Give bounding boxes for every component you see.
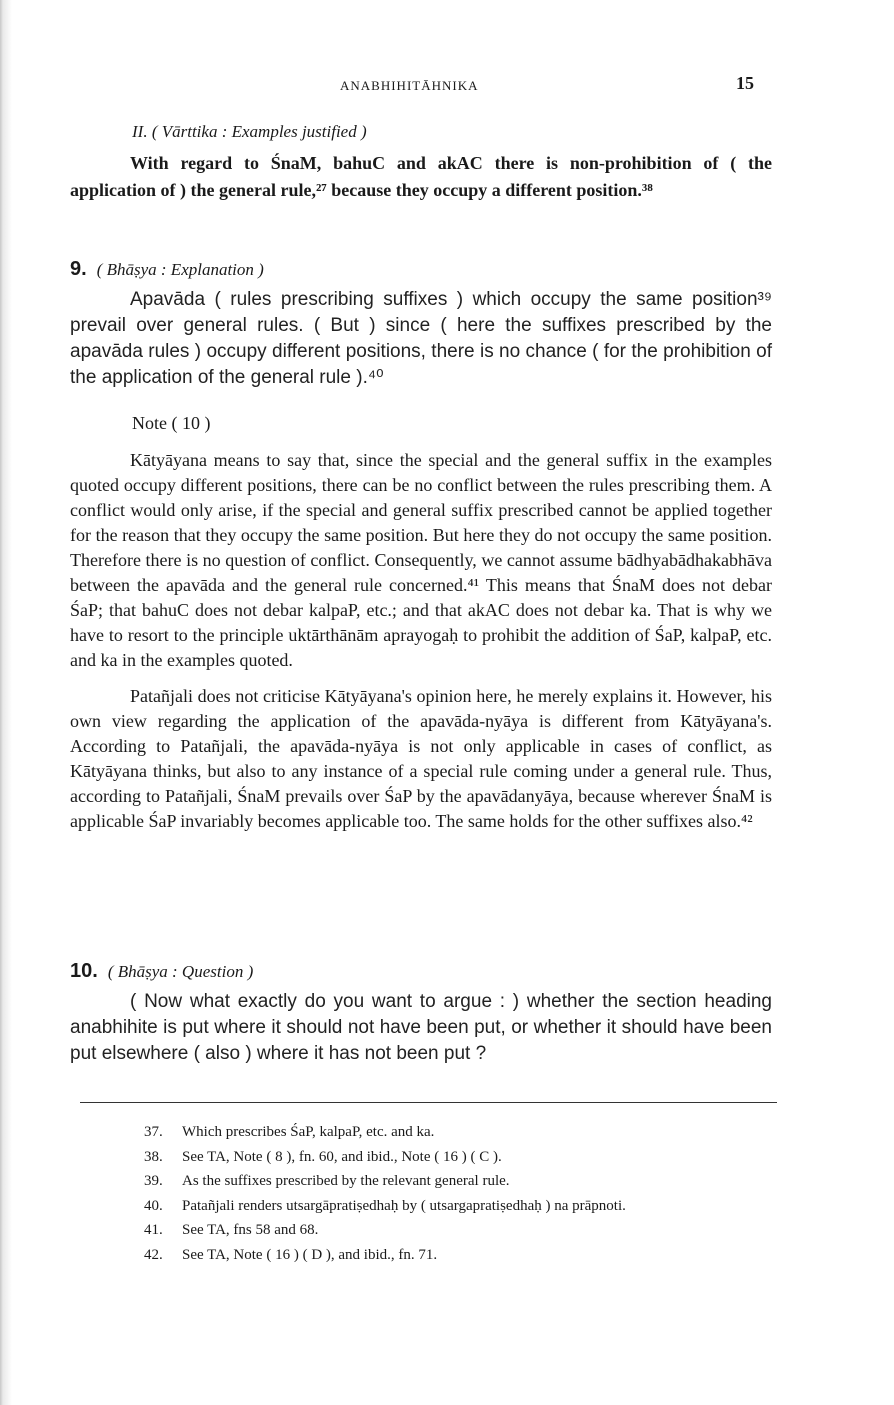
section-number: 10. [70, 960, 98, 982]
section-number: 9. [70, 258, 87, 280]
note-paragraph-2: Patañjali does not criticise Kātyāyana's opinion here, he merely explains it. However, his own view regarding the application of the apavāda-nyāya is different from Kātyāyana's. According to Patañjali, the apavāda-nyāya is not only applicable in cases of conflict, as Kātyāyana thinks, but also to any instance of a special rule coming under a general rule. Thus, according to Patañjali, ŚnaM prevails over ŚaP by the apavādanyāya, because wherever ŚnaM is applicable ŚaP invariably becomes applicable too. The same holds for the other suffixes also.⁴² [70, 686, 772, 831]
bhasya-9-heading [70, 258, 772, 281]
vartika-text: With regard to ŚnaM, bahuC and akAC there is non-prohibition of ( the application of ) the general rule,²⁷ because they occupy a different position.³⁸ [70, 153, 772, 200]
footnotes [144, 1120, 784, 1267]
footnote-item [144, 1194, 784, 1219]
footnote-text: Patañjali renders utsargāpratiṣedhaḥ by ( utsargapratiṣedhaḥ ) na prāpnoti. [182, 1197, 626, 1214]
footnote-number: 40. [144, 1197, 163, 1214]
bhasya-10-heading [70, 960, 772, 983]
page-number: 15 [736, 73, 754, 93]
bhasya-10-section [70, 960, 772, 1067]
vartika-section [70, 122, 772, 204]
footnote-text: See TA, fns 58 and 68. [182, 1222, 319, 1238]
footnote-item [144, 1243, 784, 1268]
footnote-item [144, 1145, 784, 1170]
footnote-text: See TA, Note ( 16 ) ( D ), and ibid., fn. 71. [182, 1246, 438, 1263]
footnote-divider [80, 1102, 777, 1103]
running-head: ANABHIHITĀHNIKA [340, 78, 479, 93]
footnote-number: 39. [144, 1173, 163, 1189]
bhasya-10-text: ( Now what exactly do you want to argue : ) whether the section heading anabhihite is put where it should not have been put, or whether it should have been put elsewhere ( also ) where it has not been put ? [70, 991, 772, 1064]
footnote-number: 38. [144, 1148, 163, 1165]
footnote-item [144, 1120, 784, 1145]
bhasya-9-section [70, 258, 772, 391]
footnote-item [144, 1218, 784, 1243]
page-edge-shadow [0, 0, 14, 1405]
note-heading: Note ( 10 ) [132, 413, 211, 433]
section-title: ( Bhāṣya : Question ) [107, 962, 254, 981]
footnote-number: 37. [144, 1124, 163, 1140]
footnote-number: 42. [144, 1246, 163, 1263]
footnote-text: As the suffixes prescribed by the relevant general rule. [182, 1173, 510, 1189]
note-paragraph-1: Kātyāyana means to say that, since the special and the general suffix in the examples quoted occupy different positions, there can be no conflict between the rules prescribing them. A conflict would only arise, if the special and general suffix prescribed cannot be applied together for the reason that they occupy the same position. But here they do not occupy the same position. Therefore there is no question of conflict. Consequently, we cannot assume bādhyabādhakabhāva between the apavāda and the general rule concerned.⁴¹ This means that ŚnaM does not debar ŚaP; that bahuC does not debar kalpaP, etc.; and that akAC does not debar ka. That is why we have to resort to the principle uktārthānām aprayogaḥ to prohibit the addition of ŚaP, kalpaP, etc. and ka in the examples quoted. [70, 450, 772, 670]
bhasya-9-text: Apavāda ( rules prescribing suffixes ) which occupy the same position³⁹ prevail over general rules. ( But ) since ( here the suffixes prescribed by the apavāda rules ) occupy different positions, there is no chance ( for the prohibition of the application of the general rule ).⁴⁰ [70, 289, 772, 388]
vartika-heading: II. ( Vārttika : Examples justified ) [132, 122, 367, 141]
note-10-section [70, 413, 772, 834]
footnote-text: See TA, Note ( 8 ), fn. 60, and ibid., Note ( 16 ) ( C ). [182, 1148, 502, 1165]
footnote-item [144, 1169, 784, 1194]
section-title: ( Bhāṣya : Explanation ) [96, 260, 264, 279]
footnote-number: 41. [144, 1222, 163, 1238]
footnote-text: Which prescribes ŚaP, kalpaP, etc. and ka. [182, 1124, 435, 1140]
